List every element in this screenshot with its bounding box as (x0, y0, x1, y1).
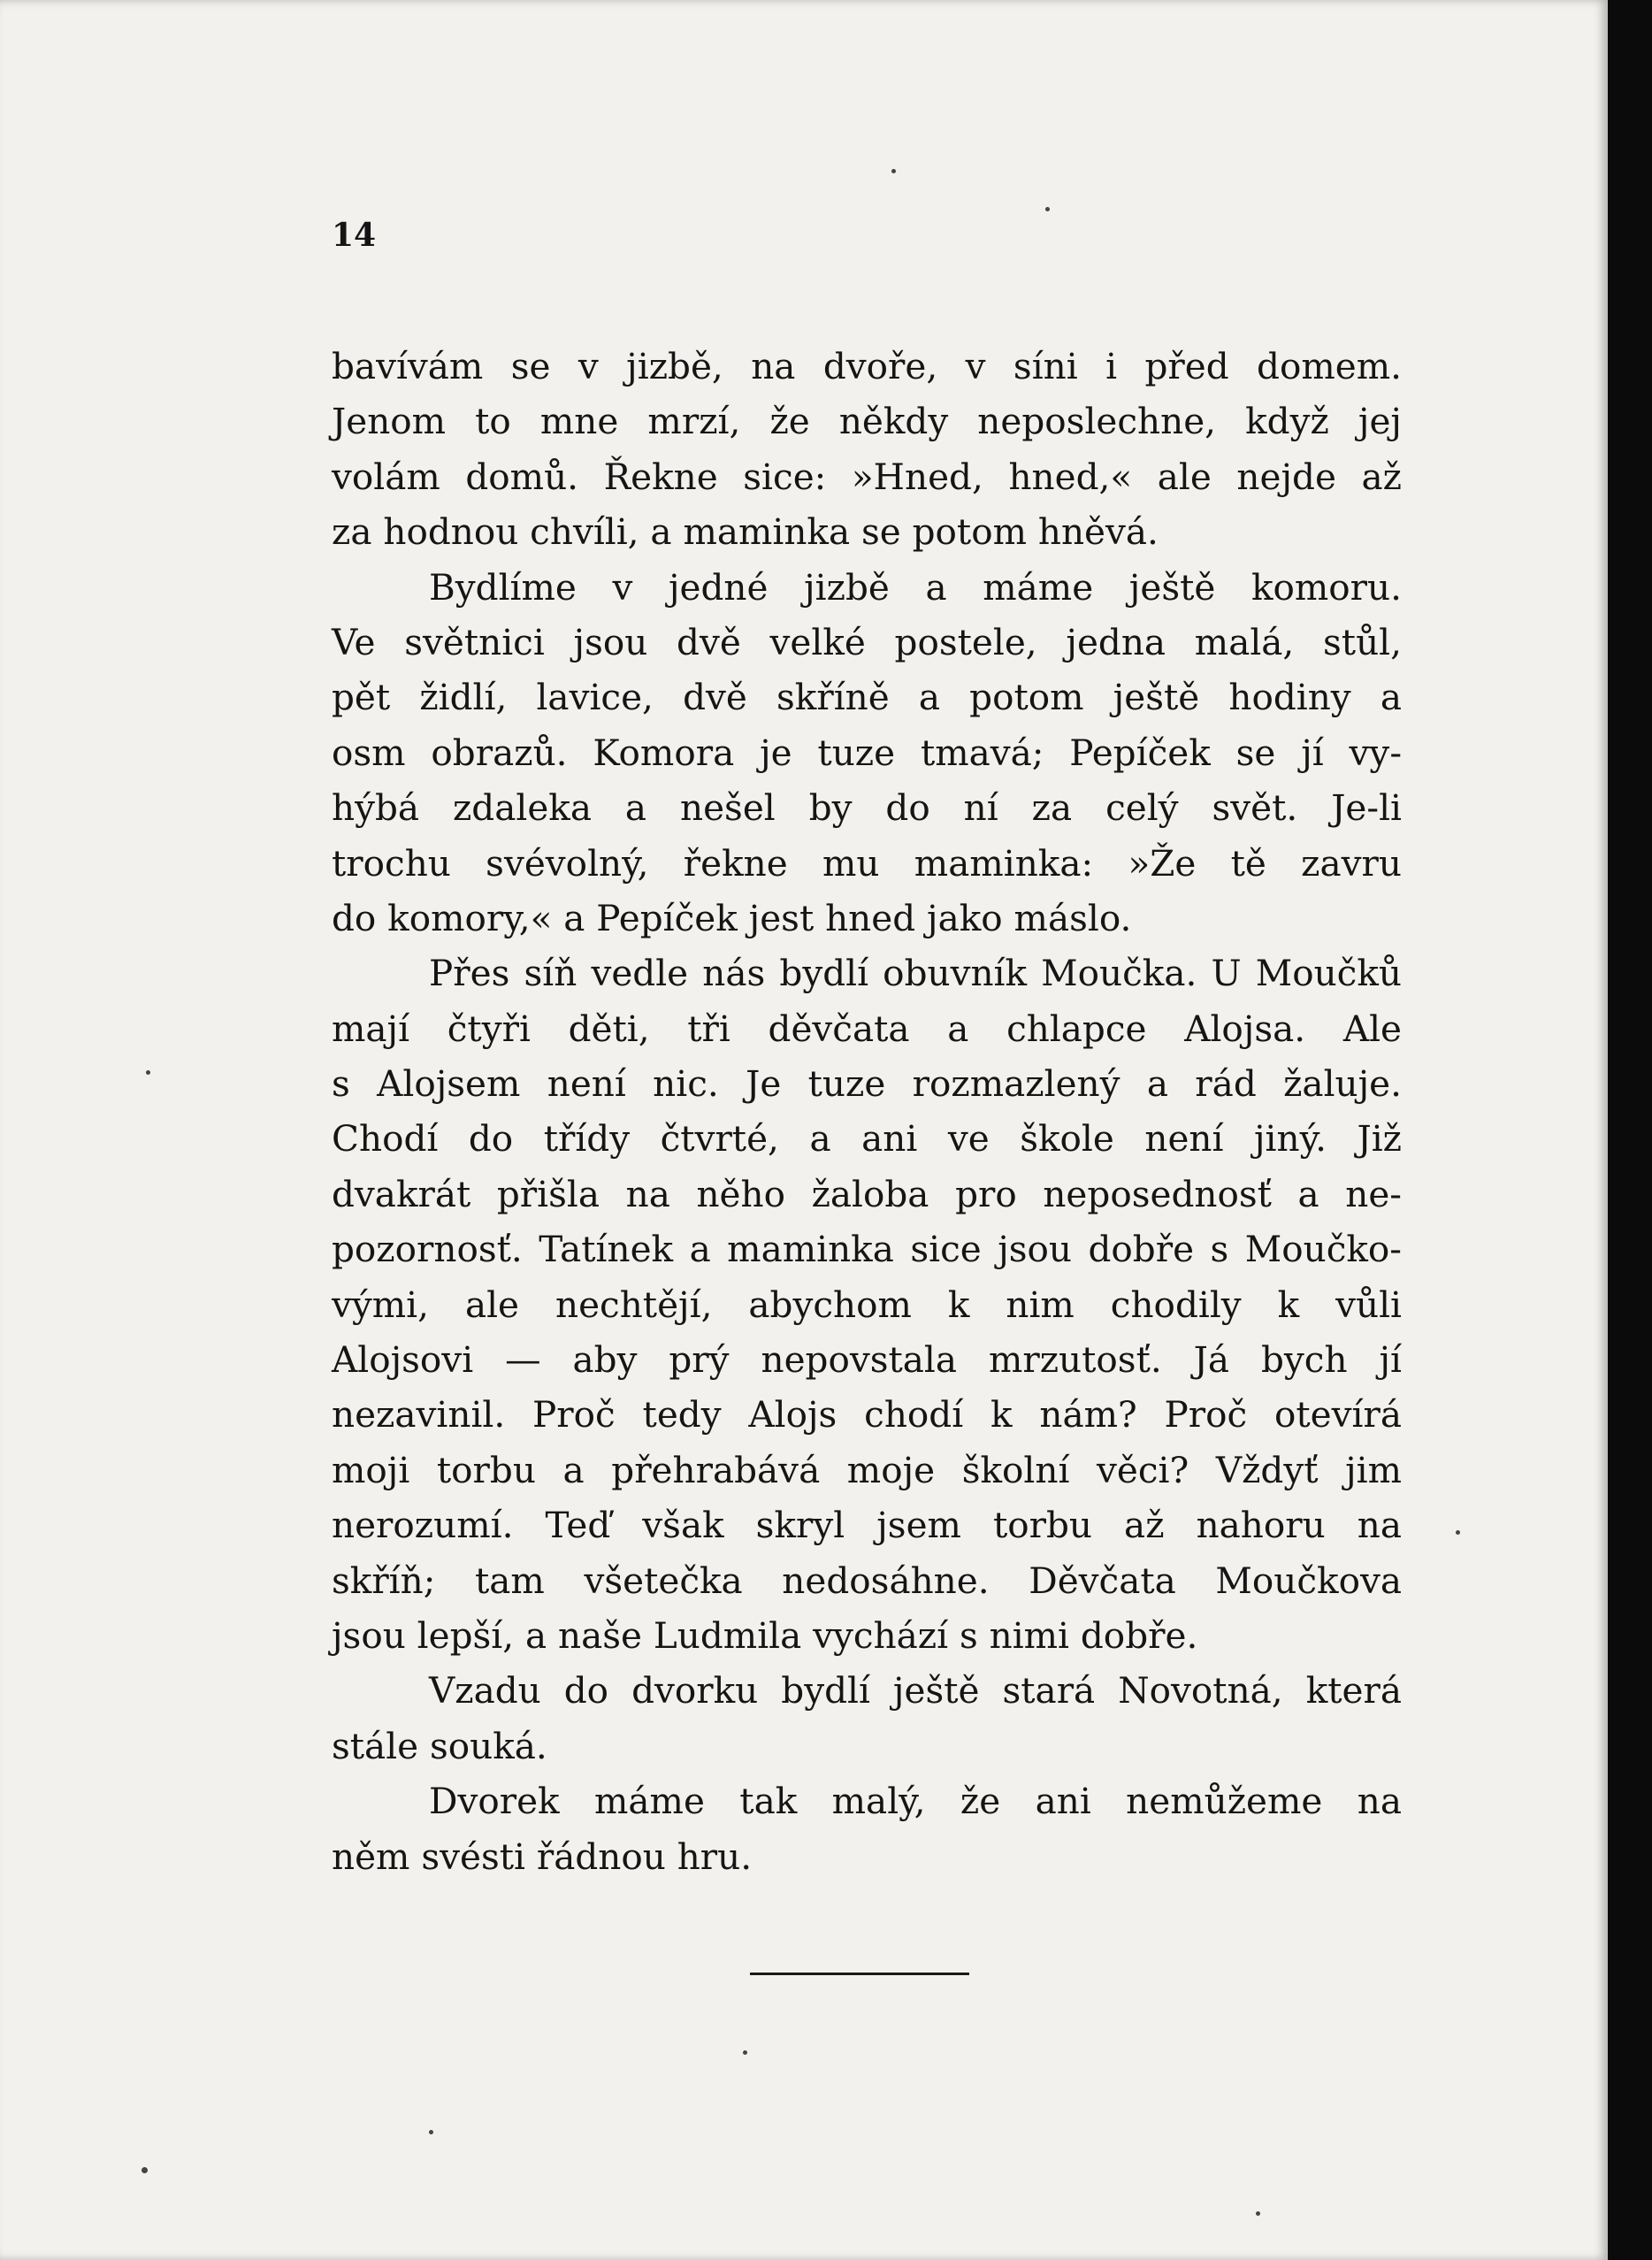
text-line: Ve světnici jsou dvě velké postele, jedna malá, stůl, (332, 620, 1402, 663)
text-line: Dvorek máme tak malý, že ani nemůžeme na (429, 1780, 1402, 1823)
text-line: Chodí do třídy čtvrté, a ani ve škole není jiný. Již (332, 1117, 1402, 1161)
scan-speck (141, 2167, 148, 2173)
text-line: něm svésti řádnou hru. (332, 1835, 753, 1878)
text-line: trochu svévolný, řekne mu maminka: »Že tě zavru (332, 841, 1402, 885)
scan-speck (1256, 2211, 1260, 2216)
text-line: vými, ale nechtějí, abychom k nim chodily k vůli (332, 1283, 1402, 1326)
scan-speck (891, 169, 896, 173)
end-rule-divider (750, 1973, 969, 1975)
scan-speck (429, 2130, 433, 2134)
text-line: osm obrazů. Komora je tuze tmavá; Pepíček se jí vy- (332, 731, 1402, 774)
text-line: moji torbu a přehrabává moje školní věci? Vždyť jim (332, 1448, 1402, 1491)
text-line: do komory,« a Pepíček jest hned jako máslo. (332, 896, 1132, 939)
text-line: skříň; tam všetečka nedosáhne. Děvčata Moučkova (332, 1559, 1402, 1602)
scan-speck (1045, 207, 1050, 211)
text-line: Jenom to mne mrzí, že někdy neposlechne, když jej (332, 400, 1402, 443)
text-line: mají čtyři děti, tři děvčata a chlapce Alojsa. Ale (332, 1007, 1402, 1050)
text-line: nezavinil. Proč tedy Alojs chodí k nám? Proč otevírá (332, 1393, 1402, 1436)
scan-speck (1456, 1530, 1460, 1535)
page-number: 14 (332, 217, 377, 254)
text-line: pět židlí, lavice, dvě skříně a potom ještě hodiny a (332, 676, 1402, 719)
text-line: Přes síň vedle nás bydlí obuvník Moučka. U Moučků (429, 952, 1402, 995)
text-line: hýbá zdaleka a nešel by do ní za celý svět. Je-li (332, 786, 1402, 830)
body-text (332, 339, 1402, 1884)
text-line: volám domů. Řekne sice: »Hned, hned,« ale nejde až (332, 455, 1402, 498)
text-line: s Alojsem není nic. Je tuze rozmazlený a rád žaluje. (332, 1062, 1402, 1106)
text-line: Bydlíme v jedné jizbě a máme ještě komoru. (429, 565, 1402, 609)
text-line: bavívám se v jizbě, na dvoře, v síni i před domem. (332, 345, 1402, 387)
text-line: jsou lepší, a naše Ludmila vychází s nimi dobře. (332, 1613, 1198, 1657)
text-line: pozornosť. Tatínek a maminka sice jsou dobře s Moučko- (332, 1228, 1402, 1271)
text-line: Vzadu do dvorku bydlí ještě stará Novotná, která (429, 1669, 1402, 1712)
scan-speck (743, 2050, 747, 2055)
text-line: stále souká. (332, 1724, 547, 1767)
scan-speck (146, 1070, 150, 1075)
text-line: za hodnou chvíli, a maminka se potom hněvá. (332, 510, 1159, 554)
text-line: nerozumí. Teď však skryl jsem torbu až nahoru na (332, 1504, 1402, 1547)
text-line: Alojsovi — aby prý nepovstala mrzutosť. Já bych jí (332, 1338, 1402, 1382)
text-line: dvakrát přišla na něho žaloba pro neposednosť a ne- (332, 1172, 1402, 1215)
